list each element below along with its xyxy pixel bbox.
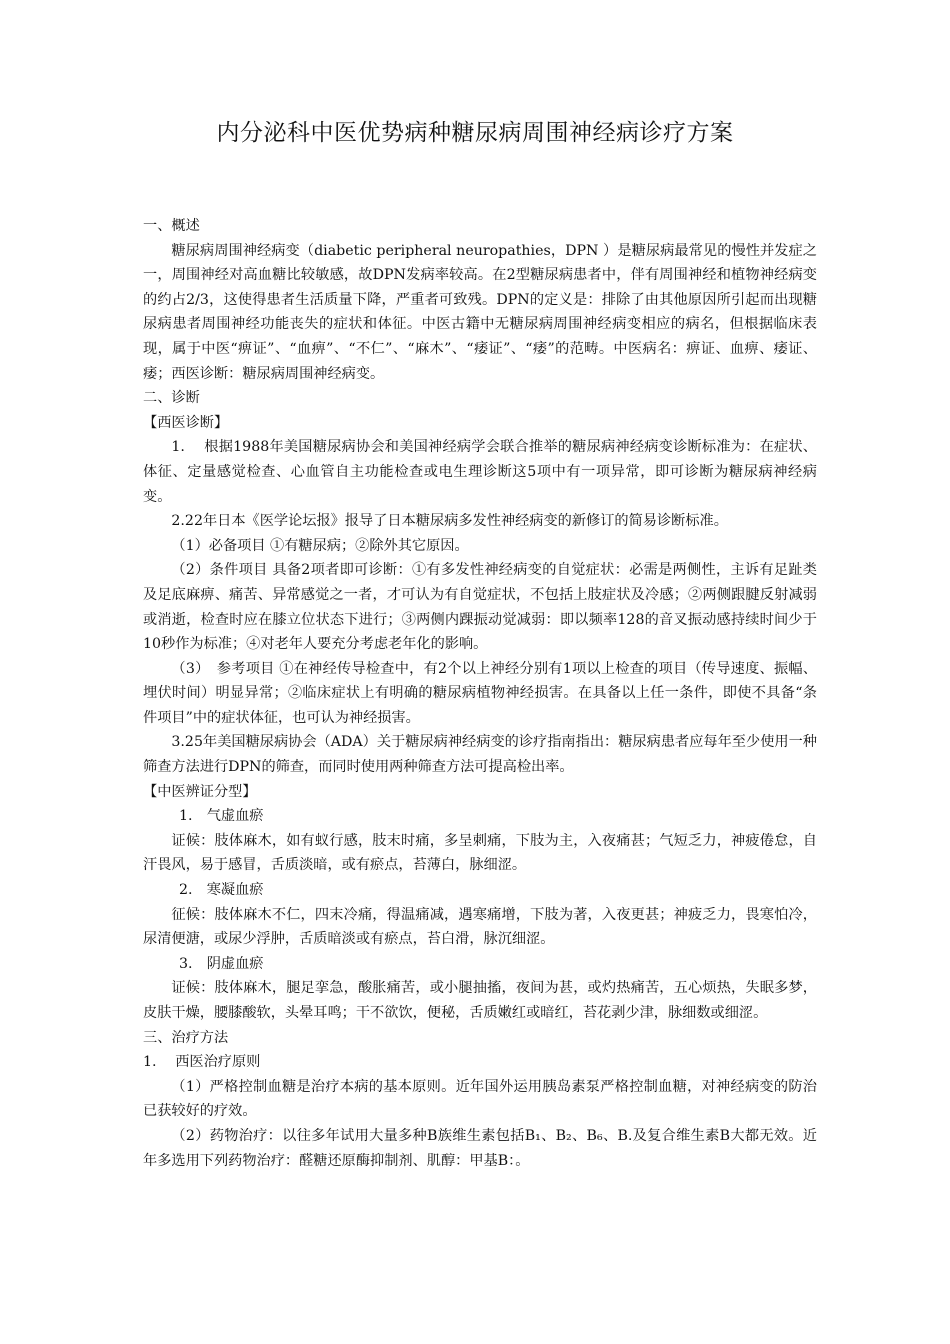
western-dx-item-2-3: （3） 参考项目 ①在神经传导检查中，有2个以上神经分别有1项以上检查的项目（传导速度、振幅、埋伏时间）明显异常；②临床症状上有明确的糖尿病植物神经损害。在具备以上任一条件，即使不具备“条件项目”中的症状体征，也可认为神经损害。: [143, 660, 817, 726]
western-dx-item-1: 1. 根据1988年美国糖尿病协会和美国神经病学会联合推举的糖尿病神经病变诊断标准为：在症状、体征、定量感觉检查、心血管自主功能检查或电生理诊断这5项中有一项异常，即可诊断为糖尿病神经病变。: [143, 439, 817, 505]
overview-paragraph: 糖尿病周围神经病变（diabetic peripheral neuropathies，DPN ）是糖尿病最常见的慢性并发症之一，周围神经对高血糖比较敏感，故DPN发病率较高。在2型糖尿病患者中，伴有周围神经和植物神经病变的约占2/3，这使得患者生活质量下降，严重者可致残。DPN的定义是：排除了由其他原因所引起而出现糖尿病患者周围神经功能丧失的症状和体征。中医古籍中无糖尿病周围神经病变相应的病名，但根据临床表现，属于中医“痹证”、“血痹”、“不仁”、“麻木”、“痿证”、“痿”的范畴。中医病名：痹证、血痹、痿证、痿；西医诊断：糖尿病周围神经病变。: [143, 242, 817, 382]
western-dx-item-3: 3.25年美国糖尿病协会（ADA）关于糖尿病神经病变的诊疗指南指出：糖尿病患者应每年至少使用一种筛查方法进行DPN的筛查，而同时使用两种筛查方法可提高检出率。: [143, 734, 817, 776]
tcm-syndrome-2-title: 2. 寒凝血瘀: [179, 882, 264, 899]
subheading-western-diagnosis: 【西医诊断】: [143, 414, 229, 431]
treatment-item-2: （2）药物治疗：以往多年试用大量多种B族维生素包括B₁、B₂、B₆、B.及复合维生素B大都无效。近年多选用下列药物治疗：醛糖还原酶抑制剂、肌醇：甲基B：。: [143, 1127, 817, 1169]
western-dx-item-2-1: （1）必备项目 ①有糖尿病；②除外其它原因。: [171, 537, 469, 554]
tcm-syndrome-1-title: 1. 气虚血瘀: [179, 808, 264, 825]
document-body: [143, 214, 817, 1173]
western-dx-item-2-2: （2）条件项目 具备2项者即可诊断：①有多发性神经病变的自觉症状：必需是两侧性，主诉有足趾类及足底麻痹、痛苦、异常感觉之一者，才可认为有自觉症状，不包括上肢症状及冷感；②两侧跟腱反射减弱或消逝，检查时应在膝立位状态下进行；③两侧内踝振动觉减弱：即以频率128的音叉振动感持续时间少于10秒作为标准；④对老年人要充分考虑老年化的影响。: [143, 562, 817, 653]
tcm-syndrome-3-text: 证候：肢体麻木，腿足挛急，酸胀痛苦，或小腿抽搐，夜间为甚，或灼热痛苦，五心烦热，失眠多梦，皮肤干燥，腰膝酸软，头晕耳鸣；干不欲饮，便秘，舌质嫩红或暗红，苔花剥少津，脉细数或细涩。: [143, 980, 817, 1021]
tcm-syndrome-1-text: 证候：肢体麻木，如有蚁行感，肢末时痛，多呈刺痛，下肢为主，入夜痛甚；气短乏力，神疲倦怠，自汗畏风，易于感冒，舌质淡暗，或有瘀点，苔薄白，脉细涩。: [143, 832, 817, 874]
tcm-syndrome-2-text: 征候：肢体麻木不仁，四末冷痛，得温痛减，遇寒痛增，下肢为著，入夜更甚；神疲乏力，畏寒怕冷，尿清便溏，或尿少浮肿，舌质暗淡或有瘀点，苔白滑，脉沉细涩。: [143, 906, 817, 948]
treatment-item-1: （1）严格控制血糖是治疗本病的基本原则。近年国外运用胰岛素泵严格控制血糖，对神经病变的防治已获较好的疗效。: [143, 1078, 817, 1120]
document-title: 内分泌科中医优势病种糖尿病周围神经病诊疗方案: [216, 120, 734, 146]
section-heading-overview: 一、概述: [143, 218, 200, 234]
tcm-syndrome-3-title: 3. 阴虚血瘀: [179, 955, 264, 972]
subheading-tcm-syndromes: 【中医辨证分型】: [143, 783, 257, 800]
section-heading-treatment: 三、治疗方法: [143, 1029, 229, 1046]
western-dx-item-2: 2.22年日本《医学论坛报》报导了日本糖尿病多发性神经病变的新修订的简易诊断标准。: [171, 513, 728, 530]
treatment-subheading-1: 1. 西医治疗原则: [143, 1054, 261, 1071]
section-heading-diagnosis: 二、诊断: [143, 390, 200, 407]
